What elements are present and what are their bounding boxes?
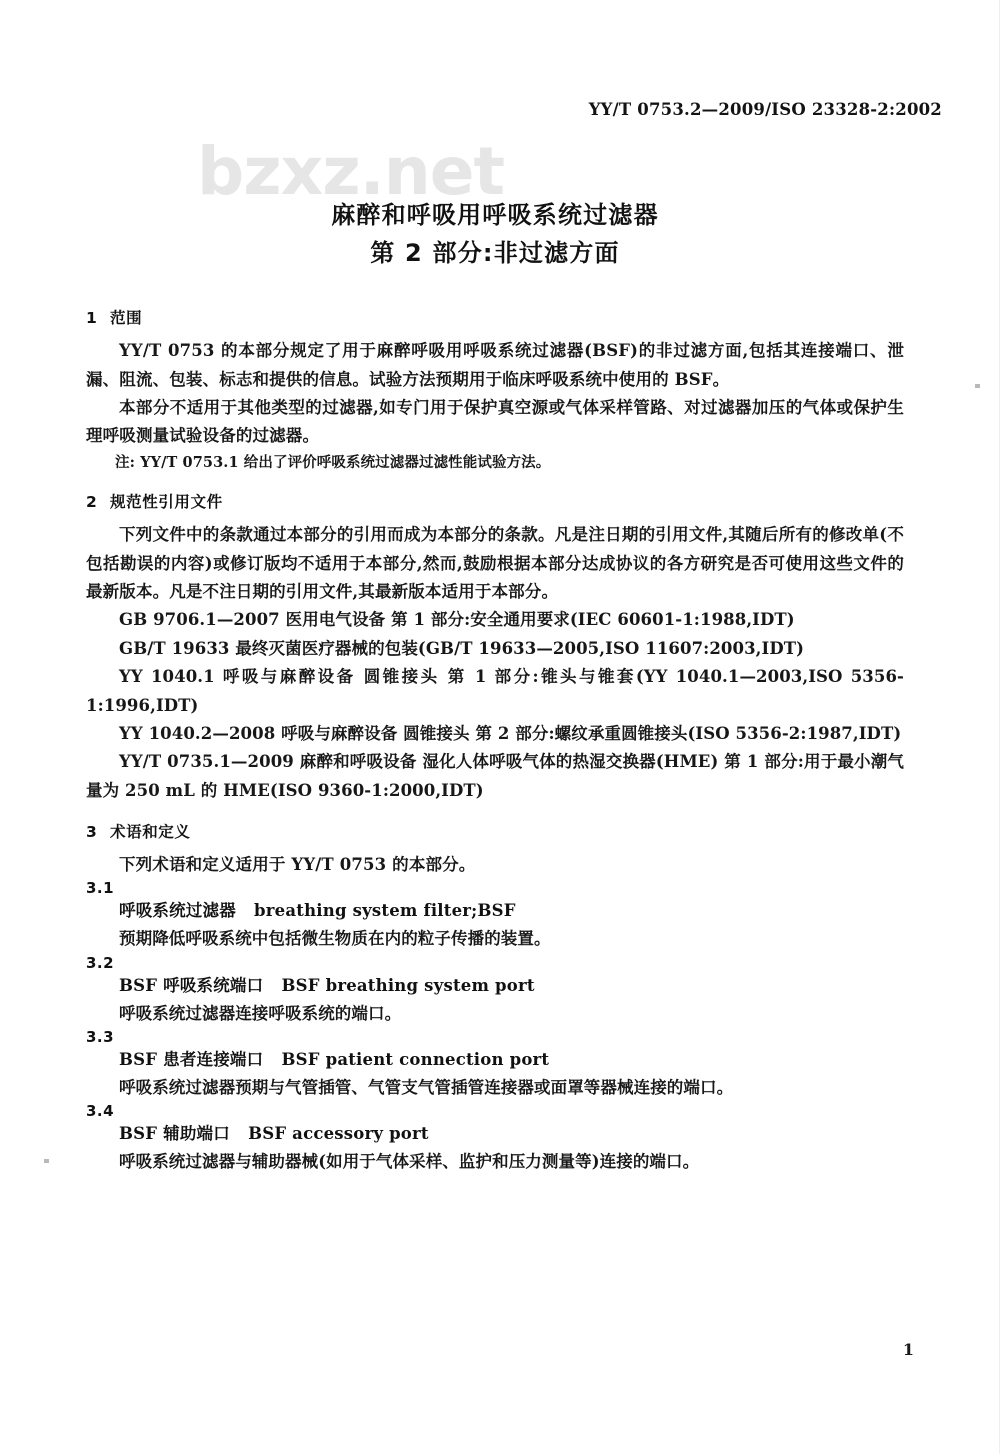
section-title-1: 范围 <box>110 309 143 328</box>
term-name-en: breathing system filter;BSF <box>254 901 516 921</box>
term-number: 3.2 <box>86 953 115 972</box>
term-definition: 预期降低呼吸系统中包括微生物质在内的粒子传播的装置。 <box>119 929 551 949</box>
section-title-3: 术语和定义 <box>110 823 191 842</box>
term-name-en: BSF accessory port <box>248 1123 429 1143</box>
term-name <box>86 1120 904 1148</box>
term-name <box>86 897 904 925</box>
reference-item: YY 1040.1 呼吸与麻醉设备 圆锥接头 第 1 部分:锥头与锥套(YY 1040.1—2003,ISO 5356-1:1996,IDT) <box>86 667 904 715</box>
term-number: 3.1 <box>86 879 115 898</box>
title-line-1: 麻醉和呼吸用呼吸系统过滤器 <box>331 201 659 229</box>
section-heading-references <box>86 490 904 512</box>
term-name-zh: BSF 患者连接端口 <box>119 1049 264 1069</box>
reference-item: GB/T 19633 最终灭菌医疗器械的包装(GB/T 19633—2005,ISO 11607:2003,IDT) <box>119 638 805 658</box>
scan-artifact-speck-right <box>975 384 980 388</box>
reference-item: YY 1040.2—2008 呼吸与麻醉设备 圆锥接头 第 2 部分:螺纹承重圆锥接头(ISO 5356-2:1987,IDT) <box>119 723 902 743</box>
page-number: 1 <box>902 1340 914 1359</box>
section-number-3: 3 <box>86 823 98 842</box>
term-definition: 呼吸系统过滤器与辅助器械(如用于气体采样、监护和压力测量等)连接的端口。 <box>119 1151 700 1171</box>
document-content <box>86 0 904 1176</box>
scope-paragraph-2: 本部分不适用于其他类型的过滤器,如专门用于保护真空源或气体采样管路、对过滤器加压的气体或保护生理呼吸测量试验设备的过滤器。 <box>86 397 904 446</box>
reference-item: YY/T 0735.1—2009 麻醉和呼吸设备 湿化人体呼吸气体的热湿交换器(HME) 第 1 部分:用于最小潮气量为 250 mL 的 HME(ISO 9360-1:2000,IDT) <box>86 752 904 800</box>
term-name-en: BSF breathing system port <box>281 975 535 995</box>
term-name-en: BSF patient connection port <box>281 1049 550 1069</box>
running-header-standard-code: YY/T 0753.2—2009/ISO 23328-2:2002 <box>588 100 942 119</box>
scope-note: 注: YY/T 0753.1 给出了评价呼吸系统过滤器过滤性能试验方法。 <box>115 453 551 471</box>
terms-intro-paragraph: 下列术语和定义适用于 YY/T 0753 的本部分。 <box>119 855 476 875</box>
term-name-zh: BSF 呼吸系统端口 <box>119 975 264 995</box>
term-definition: 呼吸系统过滤器预期与气管插管、气管支气管插管连接器或面罩等器械连接的端口。 <box>119 1077 734 1097</box>
section-number-1: 1 <box>86 309 98 328</box>
term-name <box>86 972 904 1000</box>
term-name-zh: BSF 辅助端口 <box>119 1123 230 1143</box>
section-heading-terms <box>86 820 904 842</box>
section-heading-scope <box>86 306 904 328</box>
term-name <box>86 1046 904 1074</box>
scan-artifact-speck-left <box>44 1159 49 1163</box>
reference-item: GB 9706.1—2007 医用电气设备 第 1 部分:安全通用要求(IEC 60601-1:1988,IDT) <box>119 610 795 630</box>
section-title-2: 规范性引用文件 <box>110 493 223 512</box>
term-number: 3.3 <box>86 1027 115 1046</box>
scope-paragraph-1: YY/T 0753 的本部分规定了用于麻醉呼吸用呼吸系统过滤器(BSF)的非过滤方面,包括其连接端口、泄漏、阻流、包装、标志和提供的信息。试验方法预期用于临床呼吸系统中使用的 BSF。 <box>86 341 904 389</box>
references-intro-paragraph: 下列文件中的条款通过本部分的引用而成为本部分的条款。凡是注日期的引用文件,其随后所有的修改单(不包括勘误的内容)或修订版均不适用于本部分,然而,鼓励根据本部分达成协议的各方研究是否可使用这些文件的最新版本。凡是不注日期的引用文件,其最新版本适用于本部分。 <box>86 525 904 602</box>
term-definition: 呼吸系统过滤器连接呼吸系统的端口。 <box>119 1003 402 1023</box>
section-number-2: 2 <box>86 493 98 512</box>
document-title <box>86 198 904 270</box>
title-line-2: 第 2 部分:非过滤方面 <box>370 239 620 268</box>
term-number: 3.4 <box>86 1101 115 1120</box>
term-name-zh: 呼吸系统过滤器 <box>119 901 236 921</box>
watermark-text: bzxz.net <box>197 133 505 210</box>
